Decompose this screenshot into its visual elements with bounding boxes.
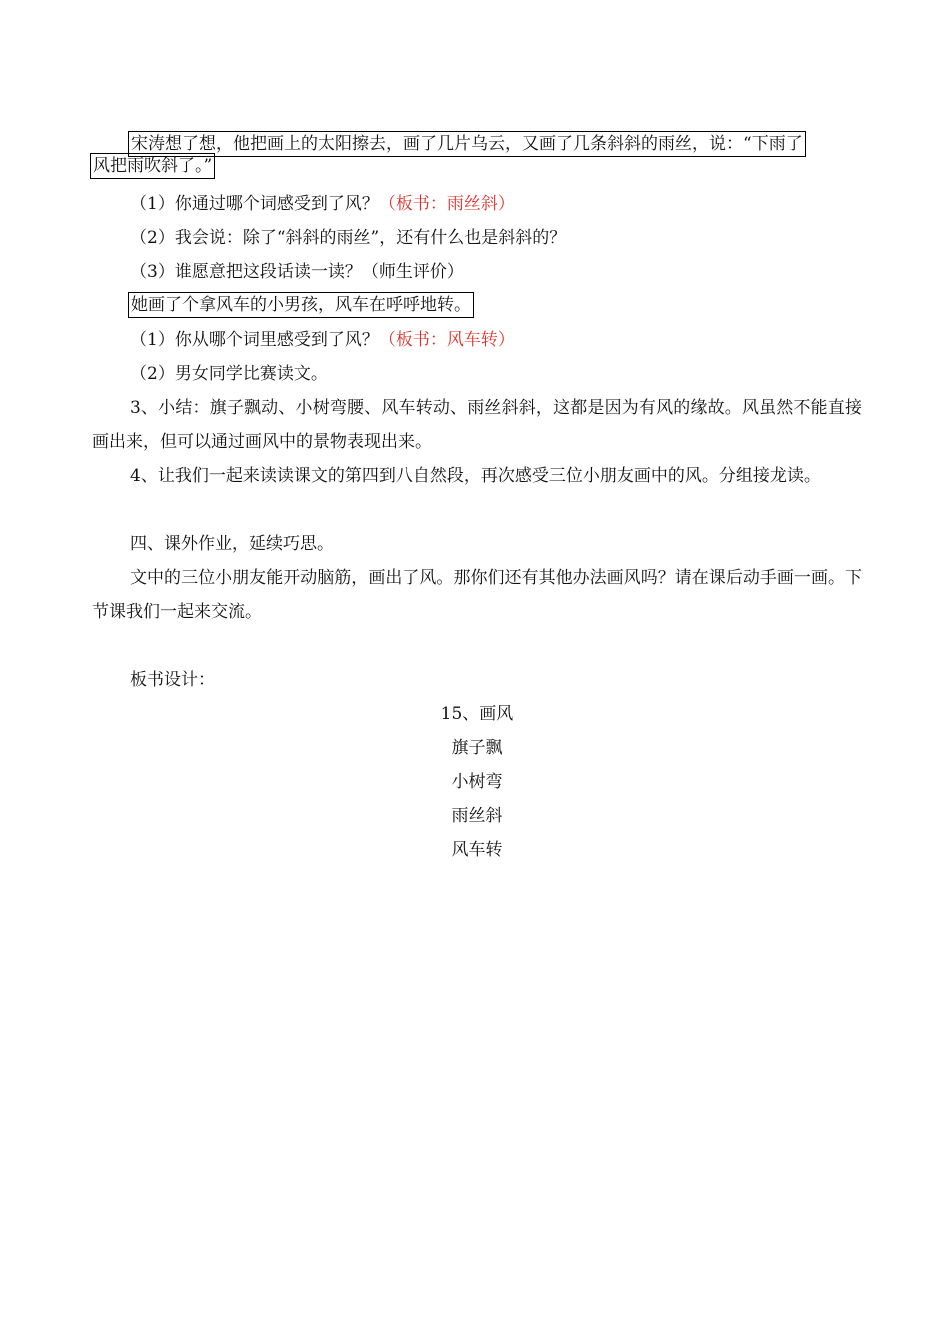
board-line: 旗子飘 bbox=[451, 738, 503, 758]
board-title-line: 15、画风 bbox=[440, 704, 514, 724]
question-1-2: （2）我会说：除了“斜斜的雨丝”，还有什么也是斜斜的？ bbox=[130, 228, 567, 248]
section4-title: 四、课外作业，延续巧思。 bbox=[130, 534, 334, 554]
spacer bbox=[92, 629, 862, 663]
board-design bbox=[92, 697, 862, 867]
quote2: 她画了个拿风车的小男孩，风车在呼呼地转。 bbox=[128, 292, 474, 318]
quote1-row2 bbox=[92, 153, 862, 187]
quote1-line2: 风把雨吹斜了。” bbox=[90, 153, 215, 179]
question-2-1: （1）你从哪个词里感受到了风？（板书：风车转） bbox=[130, 330, 515, 350]
board-design-label: 板书设计： bbox=[130, 670, 215, 690]
board-line: 雨丝斜 bbox=[451, 806, 503, 826]
question-2-2: （2）男女同学比赛读文。 bbox=[130, 364, 328, 384]
quote1-line1: 宋涛想了想，他把画上的太阳擦去，画了几片乌云，又画了几条斜斜的雨丝，说：“下雨了 bbox=[128, 131, 806, 157]
question-1-3: （3）谁愿意把这段话读一读？（师生评价） bbox=[130, 262, 464, 282]
question-1-1: （1）你通过哪个词感受到了风？（板书：雨丝斜） bbox=[130, 194, 515, 214]
quote2-row bbox=[92, 289, 862, 323]
document-page bbox=[92, 131, 862, 867]
step4-paragraph: 4、让我们一起来读读课文的第四到八自然段，再次感受三位小朋友画中的风。分组接龙读。 bbox=[130, 466, 821, 486]
homework-paragraph: 文中的三位小朋友能开动脑筋，画出了风。那你们还有其他办法画风吗？请在课后动手画一画。下节课我们一起来交流。 bbox=[92, 568, 862, 622]
board-note-red: （板书：雨丝斜） bbox=[378, 194, 515, 214]
spacer bbox=[92, 493, 862, 527]
board-note-red: （板书：风车转） bbox=[378, 330, 515, 350]
board-line: 小树弯 bbox=[451, 772, 503, 792]
board-line: 风车转 bbox=[451, 840, 503, 860]
summary-paragraph: 3、小结：旗子飘动、小树弯腰、风车转动、雨丝斜斜，这都是因为有风的缘故。风虽然不能直接画出来，但可以通过画风中的景物表现出来。 bbox=[92, 398, 862, 452]
